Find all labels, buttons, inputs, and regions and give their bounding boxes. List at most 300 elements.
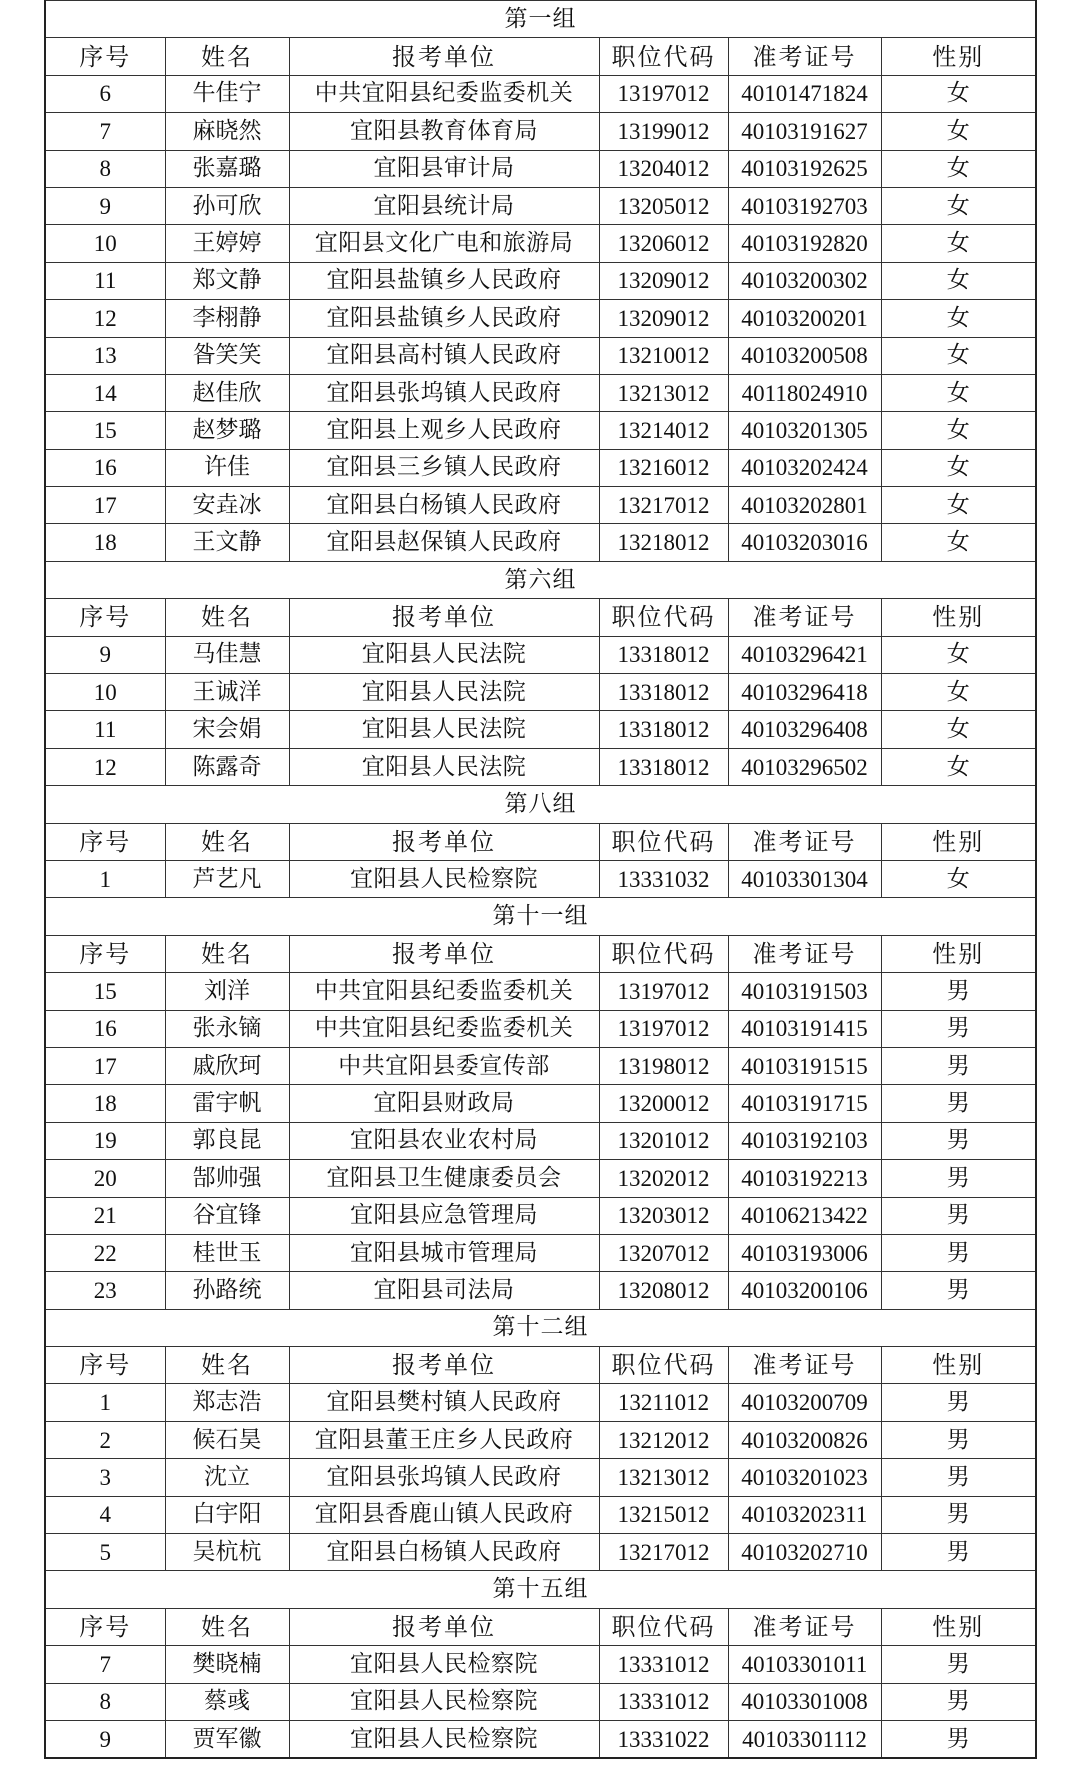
- table-row: [45, 150, 1036, 187]
- name-cell: 王婷婷: [165, 225, 289, 262]
- name-cell: 王诚洋: [165, 674, 289, 711]
- table-row: [45, 337, 1036, 374]
- seq-cell: 6: [45, 75, 165, 112]
- ticket-number-cell: 40103200826: [728, 1421, 881, 1458]
- position-code-cell: 13202012: [599, 1160, 728, 1197]
- table-row: [45, 113, 1036, 150]
- name-cell: 牛佳宁: [165, 75, 289, 112]
- position-code-cell: 13197012: [599, 973, 728, 1010]
- column-header-row: [45, 1347, 1036, 1384]
- gender-cell: 女: [881, 187, 1036, 224]
- table-row: [45, 412, 1036, 449]
- seq-cell: 11: [45, 262, 165, 299]
- unit-cell: 宜阳县人民法院: [289, 711, 599, 748]
- header-position-code: 职位代码: [599, 1608, 728, 1645]
- table-row: [45, 1720, 1036, 1758]
- header-seq: 序号: [45, 823, 165, 860]
- name-cell: 候石昊: [165, 1421, 289, 1458]
- unit-cell: 中共宜阳县纪委监委机关: [289, 973, 599, 1010]
- table-row: [45, 748, 1036, 785]
- table-row: [45, 973, 1036, 1010]
- header-seq: 序号: [45, 599, 165, 636]
- seq-cell: 4: [45, 1496, 165, 1533]
- header-unit: 报考单位: [289, 823, 599, 860]
- unit-cell: 宜阳县应急管理局: [289, 1197, 599, 1234]
- seq-cell: 9: [45, 187, 165, 224]
- name-cell: 谷宜锋: [165, 1197, 289, 1234]
- gender-cell: 男: [881, 1272, 1036, 1309]
- gender-cell: 男: [881, 1720, 1036, 1758]
- group-title-row: [45, 1571, 1036, 1608]
- ticket-number-cell: 40103202801: [728, 487, 881, 524]
- ticket-number-cell: 40103201023: [728, 1459, 881, 1496]
- name-cell: 芦艺凡: [165, 860, 289, 897]
- header-unit: 报考单位: [289, 1608, 599, 1645]
- ticket-number-cell: 40118024910: [728, 374, 881, 411]
- gender-cell: 女: [881, 225, 1036, 262]
- table-row: [45, 1272, 1036, 1309]
- table-row: [45, 1047, 1036, 1084]
- unit-cell: 宜阳县人民检察院: [289, 860, 599, 897]
- table-row: [45, 374, 1036, 411]
- candidate-list-document: [44, 0, 1035, 1759]
- table-row: [45, 1384, 1036, 1421]
- gender-cell: 女: [881, 113, 1036, 150]
- table-row: [45, 1683, 1036, 1720]
- unit-cell: 宜阳县卫生健康委员会: [289, 1160, 599, 1197]
- gender-cell: 女: [881, 636, 1036, 673]
- table-row: [45, 300, 1036, 337]
- column-header-row: [45, 823, 1036, 860]
- header-gender: 性别: [881, 38, 1036, 75]
- seq-cell: 15: [45, 412, 165, 449]
- ticket-number-cell: 40103191515: [728, 1047, 881, 1084]
- name-cell: 陈露奇: [165, 748, 289, 785]
- name-cell: 刘洋: [165, 973, 289, 1010]
- unit-cell: 宜阳县教育体育局: [289, 113, 599, 150]
- header-position-code: 职位代码: [599, 599, 728, 636]
- table-row: [45, 1534, 1036, 1571]
- group-title-row: [45, 786, 1036, 823]
- position-code-cell: 13318012: [599, 636, 728, 673]
- gender-cell: 男: [881, 1683, 1036, 1720]
- group-title-row: [45, 561, 1036, 598]
- seq-cell: 2: [45, 1421, 165, 1458]
- position-code-cell: 13205012: [599, 187, 728, 224]
- position-code-cell: 13318012: [599, 674, 728, 711]
- unit-cell: 宜阳县财政局: [289, 1085, 599, 1122]
- unit-cell: 中共宜阳县纪委监委机关: [289, 1010, 599, 1047]
- name-cell: 孙路统: [165, 1272, 289, 1309]
- unit-cell: 宜阳县高村镇人民政府: [289, 337, 599, 374]
- table-row: [45, 1459, 1036, 1496]
- position-code-cell: 13212012: [599, 1421, 728, 1458]
- ticket-number-cell: 40103301011: [728, 1646, 881, 1683]
- ticket-number-cell: 40103301008: [728, 1683, 881, 1720]
- table-row: [45, 449, 1036, 486]
- header-gender: 性别: [881, 599, 1036, 636]
- unit-cell: 宜阳县董王庄乡人民政府: [289, 1421, 599, 1458]
- seq-cell: 1: [45, 1384, 165, 1421]
- gender-cell: 女: [881, 449, 1036, 486]
- unit-cell: 宜阳县审计局: [289, 150, 599, 187]
- gender-cell: 男: [881, 1534, 1036, 1571]
- header-gender: 性别: [881, 1608, 1036, 1645]
- ticket-number-cell: 40103193006: [728, 1234, 881, 1271]
- ticket-number-cell: 40103296408: [728, 711, 881, 748]
- gender-cell: 男: [881, 1010, 1036, 1047]
- position-code-cell: 13204012: [599, 150, 728, 187]
- header-gender: 性别: [881, 935, 1036, 972]
- group-title: 第十一组: [45, 898, 1036, 935]
- seq-cell: 17: [45, 487, 165, 524]
- position-code-cell: 13318012: [599, 711, 728, 748]
- column-header-row: [45, 38, 1036, 75]
- name-cell: 郑志浩: [165, 1384, 289, 1421]
- ticket-number-cell: 40103202710: [728, 1534, 881, 1571]
- unit-cell: 宜阳县人民检察院: [289, 1720, 599, 1758]
- unit-cell: 宜阳县城市管理局: [289, 1234, 599, 1271]
- table-row: [45, 75, 1036, 112]
- table-row: [45, 1160, 1036, 1197]
- seq-cell: 7: [45, 113, 165, 150]
- position-code-cell: 13211012: [599, 1384, 728, 1421]
- header-seq: 序号: [45, 935, 165, 972]
- name-cell: 赵佳欣: [165, 374, 289, 411]
- unit-cell: 宜阳县樊村镇人民政府: [289, 1384, 599, 1421]
- name-cell: 郜帅强: [165, 1160, 289, 1197]
- header-seq: 序号: [45, 1347, 165, 1384]
- table-row: [45, 262, 1036, 299]
- table-row: [45, 636, 1036, 673]
- header-name: 姓名: [165, 38, 289, 75]
- position-code-cell: 13203012: [599, 1197, 728, 1234]
- unit-cell: 宜阳县盐镇乡人民政府: [289, 300, 599, 337]
- gender-cell: 女: [881, 75, 1036, 112]
- header-position-code: 职位代码: [599, 823, 728, 860]
- seq-cell: 9: [45, 1720, 165, 1758]
- position-code-cell: 13318012: [599, 748, 728, 785]
- name-cell: 麻晓然: [165, 113, 289, 150]
- position-code-cell: 13217012: [599, 487, 728, 524]
- position-code-cell: 13209012: [599, 300, 728, 337]
- ticket-number-cell: 40103296502: [728, 748, 881, 785]
- gender-cell: 男: [881, 1384, 1036, 1421]
- ticket-number-cell: 40103202424: [728, 449, 881, 486]
- unit-cell: 宜阳县人民法院: [289, 674, 599, 711]
- unit-cell: 宜阳县司法局: [289, 1272, 599, 1309]
- gender-cell: 女: [881, 860, 1036, 897]
- group-title-row: [45, 1, 1036, 38]
- position-code-cell: 13198012: [599, 1047, 728, 1084]
- ticket-number-cell: 40103203016: [728, 524, 881, 561]
- name-cell: 郑文静: [165, 262, 289, 299]
- seq-cell: 10: [45, 225, 165, 262]
- gender-cell: 男: [881, 1047, 1036, 1084]
- group-title: 第六组: [45, 561, 1036, 598]
- header-seq: 序号: [45, 38, 165, 75]
- header-position-code: 职位代码: [599, 1347, 728, 1384]
- ticket-number-cell: 40103200106: [728, 1272, 881, 1309]
- name-cell: 贾军徽: [165, 1720, 289, 1758]
- table-row: [45, 1085, 1036, 1122]
- ticket-number-cell: 40103192213: [728, 1160, 881, 1197]
- seq-cell: 3: [45, 1459, 165, 1496]
- table-row: [45, 1496, 1036, 1533]
- gender-cell: 男: [881, 1234, 1036, 1271]
- header-gender: 性别: [881, 1347, 1036, 1384]
- unit-cell: 宜阳县人民法院: [289, 748, 599, 785]
- header-seq: 序号: [45, 1608, 165, 1645]
- group-title: 第八组: [45, 786, 1036, 823]
- gender-cell: 女: [881, 412, 1036, 449]
- seq-cell: 21: [45, 1197, 165, 1234]
- unit-cell: 宜阳县张坞镇人民政府: [289, 374, 599, 411]
- ticket-number-cell: 40103191715: [728, 1085, 881, 1122]
- ticket-number-cell: 40101471824: [728, 75, 881, 112]
- unit-cell: 宜阳县人民检察院: [289, 1646, 599, 1683]
- name-cell: 沈立: [165, 1459, 289, 1496]
- ticket-number-cell: 40103192103: [728, 1122, 881, 1159]
- table-row: [45, 225, 1036, 262]
- name-cell: 李栩静: [165, 300, 289, 337]
- seq-cell: 7: [45, 1646, 165, 1683]
- unit-cell: 宜阳县统计局: [289, 187, 599, 224]
- group-title: 第一组: [45, 1, 1036, 38]
- ticket-number-cell: 40103202311: [728, 1496, 881, 1533]
- name-cell: 赵梦璐: [165, 412, 289, 449]
- name-cell: 安垚冰: [165, 487, 289, 524]
- table-row: [45, 487, 1036, 524]
- seq-cell: 16: [45, 449, 165, 486]
- position-code-cell: 13206012: [599, 225, 728, 262]
- ticket-number-cell: 40103200508: [728, 337, 881, 374]
- name-cell: 宋会娟: [165, 711, 289, 748]
- position-code-cell: 13200012: [599, 1085, 728, 1122]
- column-header-row: [45, 1608, 1036, 1645]
- position-code-cell: 13210012: [599, 337, 728, 374]
- name-cell: 昝笑笑: [165, 337, 289, 374]
- header-position-code: 职位代码: [599, 935, 728, 972]
- name-cell: 吴杭杭: [165, 1534, 289, 1571]
- gender-cell: 男: [881, 1496, 1036, 1533]
- gender-cell: 女: [881, 487, 1036, 524]
- position-code-cell: 13331032: [599, 860, 728, 897]
- seq-cell: 10: [45, 674, 165, 711]
- table-row: [45, 674, 1036, 711]
- table-row: [45, 524, 1036, 561]
- table-row: [45, 1421, 1036, 1458]
- column-header-row: [45, 935, 1036, 972]
- position-code-cell: 13331012: [599, 1646, 728, 1683]
- ticket-number-cell: 40103192625: [728, 150, 881, 187]
- ticket-number-cell: 40103301112: [728, 1720, 881, 1758]
- position-code-cell: 13213012: [599, 374, 728, 411]
- table-row: [45, 711, 1036, 748]
- position-code-cell: 13331012: [599, 1683, 728, 1720]
- name-cell: 桂世玉: [165, 1234, 289, 1271]
- position-code-cell: 13213012: [599, 1459, 728, 1496]
- unit-cell: 宜阳县白杨镇人民政府: [289, 487, 599, 524]
- seq-cell: 8: [45, 1683, 165, 1720]
- ticket-number-cell: 40103301304: [728, 860, 881, 897]
- name-cell: 雷宇帆: [165, 1085, 289, 1122]
- position-code-cell: 13217012: [599, 1534, 728, 1571]
- unit-cell: 中共宜阳县纪委监委机关: [289, 75, 599, 112]
- name-cell: 张嘉璐: [165, 150, 289, 187]
- header-ticket-number: 准考证号: [728, 38, 881, 75]
- unit-cell: 宜阳县三乡镇人民政府: [289, 449, 599, 486]
- gender-cell: 男: [881, 1197, 1036, 1234]
- table-row: [45, 1234, 1036, 1271]
- group-title: 第十五组: [45, 1571, 1036, 1608]
- position-code-cell: 13331022: [599, 1720, 728, 1758]
- ticket-number-cell: 40103192820: [728, 225, 881, 262]
- header-ticket-number: 准考证号: [728, 823, 881, 860]
- gender-cell: 女: [881, 150, 1036, 187]
- unit-cell: 宜阳县人民法院: [289, 636, 599, 673]
- name-cell: 蔡彧: [165, 1683, 289, 1720]
- table-row: [45, 1122, 1036, 1159]
- gender-cell: 男: [881, 1646, 1036, 1683]
- name-cell: 郭良昆: [165, 1122, 289, 1159]
- position-code-cell: 13214012: [599, 412, 728, 449]
- candidate-table: [44, 0, 1037, 1759]
- header-ticket-number: 准考证号: [728, 599, 881, 636]
- unit-cell: 宜阳县人民检察院: [289, 1683, 599, 1720]
- ticket-number-cell: 40103191503: [728, 973, 881, 1010]
- ticket-number-cell: 40103200302: [728, 262, 881, 299]
- seq-cell: 8: [45, 150, 165, 187]
- group-title: 第十二组: [45, 1309, 1036, 1346]
- seq-cell: 13: [45, 337, 165, 374]
- seq-cell: 19: [45, 1122, 165, 1159]
- header-name: 姓名: [165, 1608, 289, 1645]
- ticket-number-cell: 40103191627: [728, 113, 881, 150]
- header-unit: 报考单位: [289, 935, 599, 972]
- gender-cell: 男: [881, 1122, 1036, 1159]
- table-row: [45, 1010, 1036, 1047]
- gender-cell: 女: [881, 337, 1036, 374]
- name-cell: 王文静: [165, 524, 289, 561]
- seq-cell: 18: [45, 1085, 165, 1122]
- header-ticket-number: 准考证号: [728, 1608, 881, 1645]
- ticket-number-cell: 40103191415: [728, 1010, 881, 1047]
- name-cell: 戚欣珂: [165, 1047, 289, 1084]
- unit-cell: 宜阳县赵保镇人民政府: [289, 524, 599, 561]
- header-ticket-number: 准考证号: [728, 935, 881, 972]
- candidate-table-body: [45, 1, 1036, 1759]
- gender-cell: 女: [881, 748, 1036, 785]
- table-row: [45, 860, 1036, 897]
- unit-cell: 宜阳县上观乡人民政府: [289, 412, 599, 449]
- unit-cell: 宜阳县张坞镇人民政府: [289, 1459, 599, 1496]
- gender-cell: 女: [881, 711, 1036, 748]
- table-row: [45, 1646, 1036, 1683]
- position-code-cell: 13199012: [599, 113, 728, 150]
- gender-cell: 女: [881, 300, 1036, 337]
- name-cell: 许佳: [165, 449, 289, 486]
- gender-cell: 男: [881, 973, 1036, 1010]
- name-cell: 马佳慧: [165, 636, 289, 673]
- position-code-cell: 13201012: [599, 1122, 728, 1159]
- ticket-number-cell: 40103200201: [728, 300, 881, 337]
- gender-cell: 男: [881, 1160, 1036, 1197]
- header-name: 姓名: [165, 599, 289, 636]
- seq-cell: 1: [45, 860, 165, 897]
- header-gender: 性别: [881, 823, 1036, 860]
- seq-cell: 18: [45, 524, 165, 561]
- ticket-number-cell: 40103200709: [728, 1384, 881, 1421]
- seq-cell: 20: [45, 1160, 165, 1197]
- seq-cell: 16: [45, 1010, 165, 1047]
- unit-cell: 宜阳县文化广电和旅游局: [289, 225, 599, 262]
- header-ticket-number: 准考证号: [728, 1347, 881, 1384]
- table-row: [45, 187, 1036, 224]
- header-name: 姓名: [165, 935, 289, 972]
- gender-cell: 女: [881, 674, 1036, 711]
- position-code-cell: 13207012: [599, 1234, 728, 1271]
- group-title-row: [45, 1309, 1036, 1346]
- group-title-row: [45, 898, 1036, 935]
- position-code-cell: 13197012: [599, 1010, 728, 1047]
- header-position-code: 职位代码: [599, 38, 728, 75]
- unit-cell: 宜阳县农业农村局: [289, 1122, 599, 1159]
- gender-cell: 男: [881, 1421, 1036, 1458]
- column-header-row: [45, 599, 1036, 636]
- table-row: [45, 1197, 1036, 1234]
- ticket-number-cell: 40106213422: [728, 1197, 881, 1234]
- seq-cell: 15: [45, 973, 165, 1010]
- unit-cell: 宜阳县白杨镇人民政府: [289, 1534, 599, 1571]
- seq-cell: 11: [45, 711, 165, 748]
- gender-cell: 女: [881, 262, 1036, 299]
- seq-cell: 5: [45, 1534, 165, 1571]
- position-code-cell: 13218012: [599, 524, 728, 561]
- seq-cell: 17: [45, 1047, 165, 1084]
- gender-cell: 男: [881, 1459, 1036, 1496]
- seq-cell: 14: [45, 374, 165, 411]
- ticket-number-cell: 40103296421: [728, 636, 881, 673]
- position-code-cell: 13216012: [599, 449, 728, 486]
- name-cell: 樊晓楠: [165, 1646, 289, 1683]
- position-code-cell: 13208012: [599, 1272, 728, 1309]
- header-name: 姓名: [165, 823, 289, 860]
- name-cell: 白宇阳: [165, 1496, 289, 1533]
- unit-cell: 宜阳县盐镇乡人民政府: [289, 262, 599, 299]
- gender-cell: 女: [881, 374, 1036, 411]
- seq-cell: 9: [45, 636, 165, 673]
- ticket-number-cell: 40103201305: [728, 412, 881, 449]
- unit-cell: 宜阳县香鹿山镇人民政府: [289, 1496, 599, 1533]
- name-cell: 孙可欣: [165, 187, 289, 224]
- ticket-number-cell: 40103296418: [728, 674, 881, 711]
- header-unit: 报考单位: [289, 599, 599, 636]
- gender-cell: 男: [881, 1085, 1036, 1122]
- seq-cell: 12: [45, 748, 165, 785]
- seq-cell: 22: [45, 1234, 165, 1271]
- position-code-cell: 13209012: [599, 262, 728, 299]
- ticket-number-cell: 40103192703: [728, 187, 881, 224]
- gender-cell: 女: [881, 524, 1036, 561]
- header-unit: 报考单位: [289, 38, 599, 75]
- header-name: 姓名: [165, 1347, 289, 1384]
- name-cell: 张永镝: [165, 1010, 289, 1047]
- seq-cell: 23: [45, 1272, 165, 1309]
- unit-cell: 中共宜阳县委宣传部: [289, 1047, 599, 1084]
- header-unit: 报考单位: [289, 1347, 599, 1384]
- position-code-cell: 13197012: [599, 75, 728, 112]
